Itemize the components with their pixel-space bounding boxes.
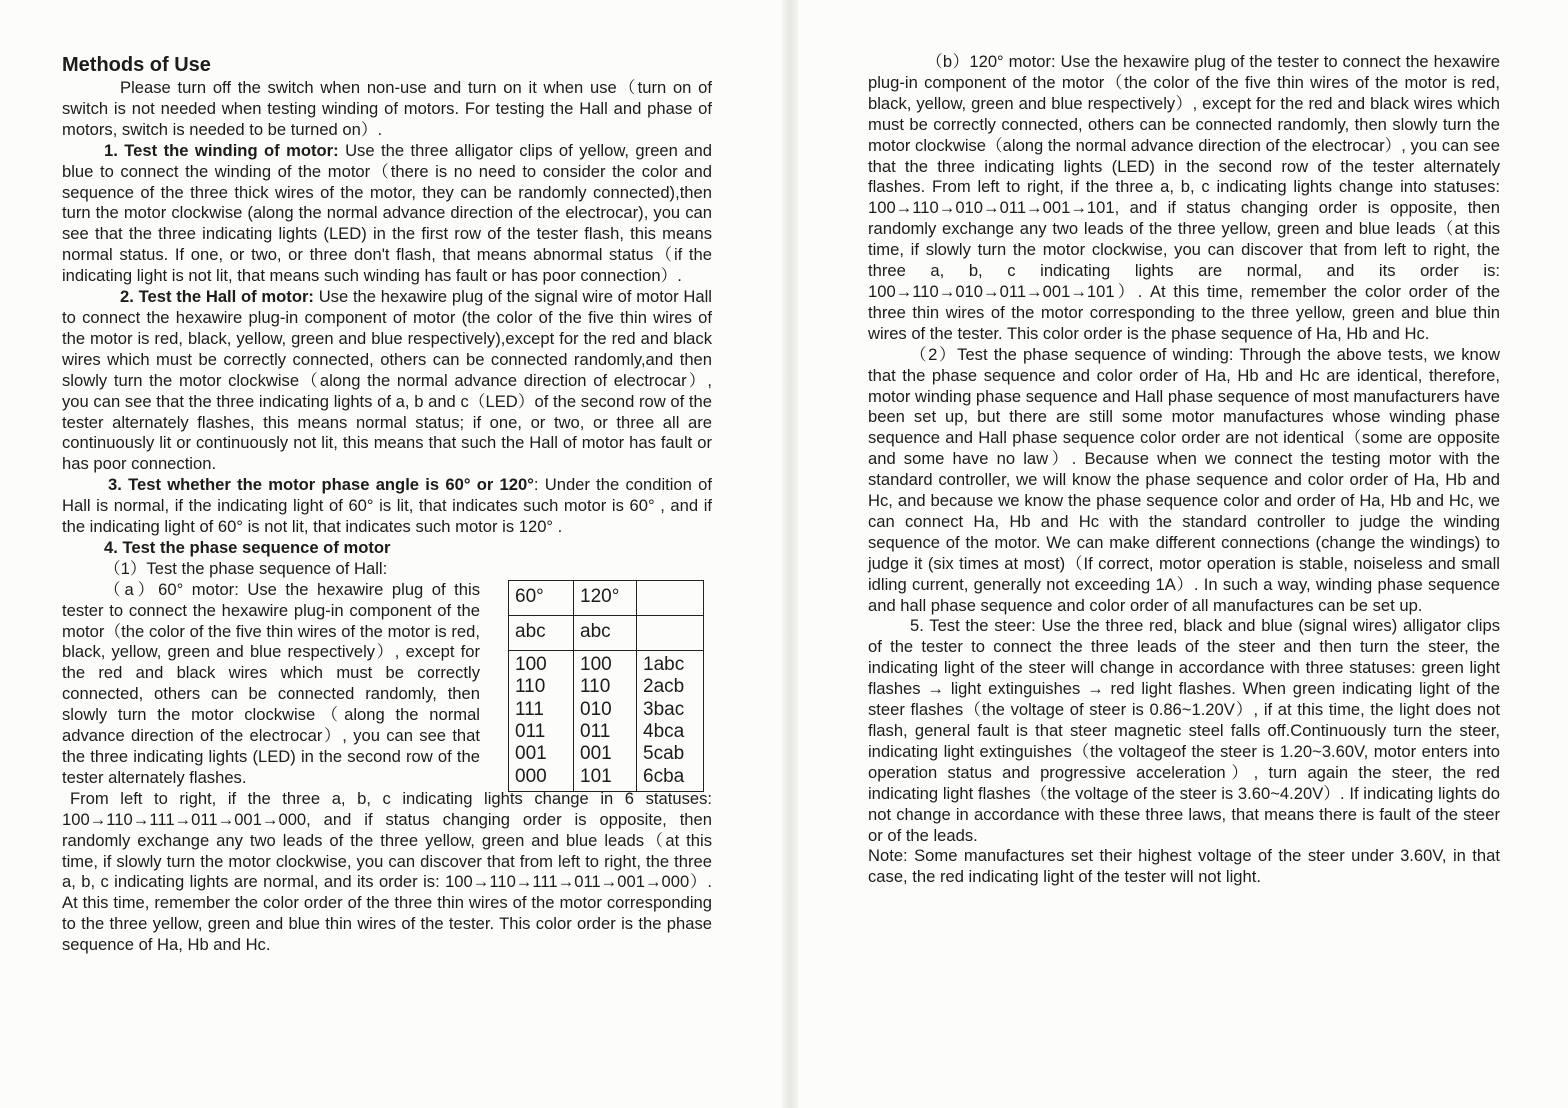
page-title: Methods of Use [62,54,211,76]
table-cell: 1abc [643,653,685,675]
intro-paragraph: Please turn off the switch when non-use and turn on it when use（turn on of switch is not needed when testing winding of motors. For testing the Hall and phase of motors, switch is needed to be turned on）. [62,78,712,139]
table-cell: 110 [515,676,546,698]
table-cell: 6cba [643,765,685,787]
table-column-120 [574,650,637,791]
table-cell: 001 [580,743,612,765]
table-header-120: 120° [574,580,637,615]
table-cell: 2acb [643,676,685,698]
table-cell: 011 [580,720,611,742]
table-subheader-120: abc [574,615,637,650]
table-cell: 110 [580,676,611,698]
table-cell: 001 [515,743,547,765]
table-cell: 100 [580,653,612,675]
right-page [868,52,1500,888]
left-page [62,52,712,956]
section-4-b-paragraph: （b）120° motor: Use the hexawire plug of the tester to connect the hexawire plug-in component of the motor（the color of the five thin wires of the motor is red, black, yellow, green and blue respectively）, except for the red and black wires which must be correctly connected, others can be connected randomly, then slowly turn the motor clockwise（along the normal advance direction of the electrocar）, you can see that the three indicating lights (LED) in the second row of the tester alternately flashes. From left to right, if the three a, b, c indicating lights change into statuses: 100→110→010→011→001→101, and if status changing order is opposite, then randomly exchange any two leads of the three yellow, green and blue leads（at this time, if slowly turn the motor clockwise, you can discover that from left to right, the three a, b, c indicating lights are normal, and its order is: 100→110→010→011→001→101）. At this time, remember the color order of the three thin wires of the motor corresponding to the three yellow, green and blue thin wires of the tester. This color order is the phase sequence of Ha, Hb and Hc. [868,52,1500,343]
table-subheader-blank [637,615,704,650]
table-cell: 111 [515,698,544,720]
section-4-heading: 4. Test the phase sequence of motor [104,537,391,557]
section-2-heading: 2. Test the Hall of motor: [120,287,314,307]
section-4-2-paragraph: （2）Test the phase sequence of winding: Through the above tests, we know that the phase sequence and color order of Ha, Hb and Hc are identical, therefore, motor winding phase sequence and Hall phase sequence of most manufacturers have been set up, but there are still some motor manufactures whose winding phase sequence and Hall phase sequence color order are not identical（some are opposite and some have no law）. Because when we connect the testing motor with the standard controller, we will know the phase sequence and color order of Ha, Hb and Hc, and because we know the phase sequence color and order of Ha, Hb and Hc, we can connect Ha, Hb and Hc with the standard controller to judge the winding sequence of the motor. We can make different connections (change the windings) to judge it (six times at most)（If correct, motor operation is stable, noiseless and small idling current, generally not exceeding 1A）. In such a way, winding phase sequence and hall phase sequence and color order of all manufactures can be set up. [868,344,1500,615]
note-paragraph: Note: Some manufactures set their highest voltage of the steer under 3.60V, in that case, the red indicating light of the tester will not light. [868,846,1500,887]
section-4-a-continued: From left to right, if the three a, b, c indicating lights change in 6 statuses: 100→110→111→011→001→000, and if status changing order is opposite, then randomly exchange any two leads of the three yellow, green and blue leads（at this time, if slowly turn the motor clockwise, you can discover that from left to right, the three a, b, c indicating lights are normal, and its order is: 100→110→111→011→001→000）. At this time, remember the color order of the three thin wires of the motor corresponding to the three yellow, green and blue thin wires of the tester. This color order is the phase sequence of Ha, Hb and Hc. [62,788,712,955]
table-cell: 101 [580,765,612,787]
section-2-body: Use the hexawire plug of the signal wire of motor Hall to connect the hexawire plug-in component of motor (the color of the five thin wires of the motor is red, black, yellow, green and blue respectively),except for the red and black wires which must be correctly connected, others can be connected randomly,and then slowly turn the motor clockwise（along the normal advance direction of electrocar）, you can see that the three indicating lights of a, b and c（LED）of the second row of the tester alternately flashes, this means normal status; if one, or two, or three all are continuously lit or continuously not lit, this means that such the Hall of motor has fault or has poor connection. [62,287,712,474]
section-1-heading: 1. Test the winding of motor: [104,140,339,160]
section-3-heading: 3. Test whether the motor phase angle is 60° or 120° [108,475,534,495]
section-1-paragraph [62,141,712,287]
table-subheader-60: abc [509,615,574,650]
section-4-a-paragraph: （a）60° motor: Use the hexawire plug of this tester to connect the hexawire plug-in component of the motor（the color of the five thin wires of the motor is red, black, yellow, green and blue respectively）, except for the red and black wires which must be correctly connected, others can be connected randomly, then slowly turn the motor clockwise（along the normal advance direction of the electrocar）, you can see that the three indicating lights (LED) in the second row of the tester alternately flashes. [62,579,480,787]
table-cell: 010 [580,698,612,720]
table-cell: 4bca [643,720,685,742]
table-cell: 5cab [643,743,685,765]
table-cell: 011 [515,720,546,742]
table-header-blank [637,580,704,615]
page-fold [782,0,798,1108]
table-cell: 3bac [643,698,685,720]
section-1-body: Use the three alligator clips of yellow, green and blue to connect the winding of the motor（there is no need to consider the color and sequence of the three thick wires of the motor, they can be randomly connected),then turn the motor clockwise (along the normal advance direction of the electrocar), you can see that the three indicating lights (LED) in the first row of the tester flash, this means normal status. If one, or two, or three don't flash, that means abnormal status（if the indicating light is not lit, that means such winding has fault or has poor connection）. [62,140,712,286]
phase-sequence-table [508,580,704,792]
table-wrap-area [62,580,712,789]
table-header-60: 60° [509,580,574,615]
section-3-paragraph [62,475,712,538]
table-column-sequence [637,650,704,791]
section-3-body: : Under the condition of Hall is normal, if the indicating light of 60° is lit, that indicates such motor is 60° , and if the indicating light of 60° is not lit, that indicates such motor is 120° . [62,475,713,537]
section-4-1-heading: （1）Test the phase sequence of Hall: [104,558,388,578]
table-cell: 000 [515,765,547,787]
table-cell: 100 [515,653,547,675]
table-column-60 [509,650,574,791]
section-5-paragraph: 5. Test the steer: Use the three red, black and blue (signal wires) alligator clips of the tester to connect the three leads of the steer and then turn the steer, the indicating light of the steer will change in accordance with three statuses: green light flashes → light extinguishes → red light flashes. When green indicating light of the steer flashes（the voltage of steer is 0.86~1.20V）, if at this time, the light does not flash, general fault is that steer magnetic steel falls off.Continuously turn the steer, indicating light extinguishes（the voltageof the steer is 1.20~3.60V, motor enters into operation status and progressive acceleration）, turn again the steer, the red indicating light flashes（the voltage of the steer is 3.60~4.20V）. If indicating lights do not change in accordance with these three laws, that means there is fault of the steer or of the leads. [868,616,1500,845]
section-2-paragraph [62,287,712,475]
